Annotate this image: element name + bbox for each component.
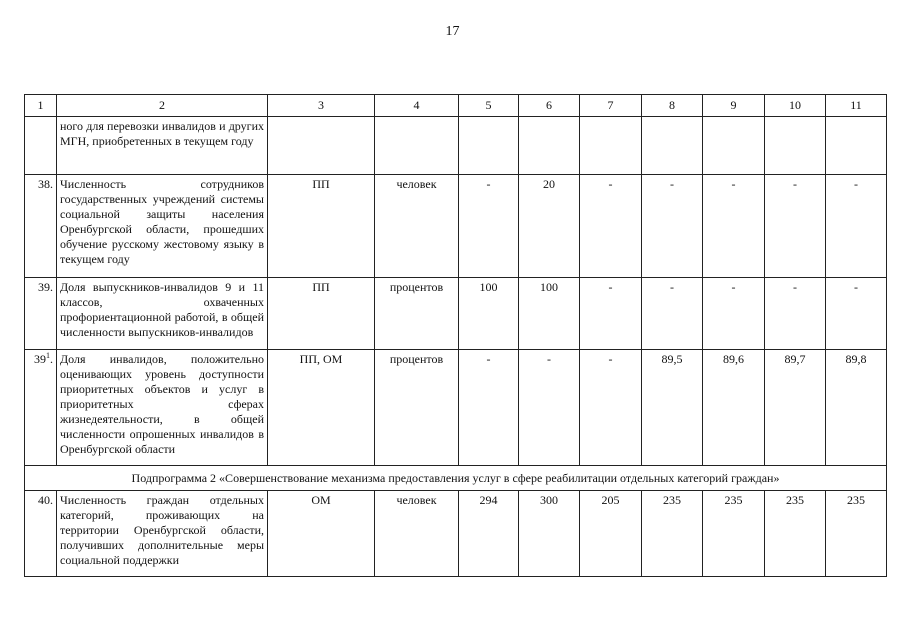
value-cell: - <box>459 350 519 466</box>
value-cell: 20 <box>519 175 580 278</box>
value-cell: 89,5 <box>642 350 703 466</box>
subprogram-row <box>25 466 887 491</box>
unit-cell <box>375 117 459 175</box>
row-number: $39^1$. <box>25 350 57 466</box>
column-header: 7 <box>580 95 642 117</box>
value-cell: - <box>459 175 519 278</box>
value-cell: - <box>580 278 642 350</box>
table-row <box>25 117 887 175</box>
value-cell: 294 <box>459 491 519 577</box>
source-cell: ПП <box>268 278 375 350</box>
value-cell: - <box>765 175 826 278</box>
value-cell: 300 <box>519 491 580 577</box>
unit-cell: процентов <box>375 278 459 350</box>
value-cell: - <box>703 175 765 278</box>
value-cell: 100 <box>519 278 580 350</box>
value-cell: 235 <box>703 491 765 577</box>
column-header: 9 <box>703 95 765 117</box>
row-number: 40. <box>25 491 57 577</box>
value-cell: - <box>580 175 642 278</box>
source-cell: ПП <box>268 175 375 278</box>
value-cell: 235 <box>642 491 703 577</box>
value-cell <box>765 117 826 175</box>
page-number: 17 <box>445 24 460 39</box>
unit-cell: процентов <box>375 350 459 466</box>
row-number-superscript: 1 <box>46 351 50 360</box>
table-row <box>25 278 887 350</box>
value-cell <box>519 117 580 175</box>
source-cell <box>268 117 375 175</box>
column-header: 5 <box>459 95 519 117</box>
source-cell: ПП, ОМ <box>268 350 375 466</box>
value-cell: - <box>765 278 826 350</box>
row-number: 38. <box>25 175 57 278</box>
unit-cell: человек <box>375 491 459 577</box>
value-cell: - <box>519 350 580 466</box>
indicators-table <box>24 94 887 577</box>
source-cell: ОМ <box>268 491 375 577</box>
column-header: 3 <box>268 95 375 117</box>
indicator-description: Доля выпускников-инвалидов 9 и 11 классов, охваченных профориентационной работой, в общей численности выпускников-инвалидов <box>57 278 268 350</box>
subprogram-title: Подпрограмма 2 «Совершенствование механизма предоставления услуг в сфере реабилитации отдельных категорий граждан» <box>25 466 887 491</box>
table-row <box>25 491 887 577</box>
value-cell <box>826 117 887 175</box>
value-cell: 89,7 <box>765 350 826 466</box>
column-header: 4 <box>375 95 459 117</box>
column-header: 8 <box>642 95 703 117</box>
value-cell: 89,8 <box>826 350 887 466</box>
value-cell <box>642 117 703 175</box>
value-cell <box>580 117 642 175</box>
table-row <box>25 175 887 278</box>
value-cell: - <box>826 278 887 350</box>
header-row <box>25 95 887 117</box>
column-header: 6 <box>519 95 580 117</box>
value-cell <box>703 117 765 175</box>
value-cell: 205 <box>580 491 642 577</box>
row-number <box>25 117 57 175</box>
value-cell: - <box>703 278 765 350</box>
value-cell: 100 <box>459 278 519 350</box>
value-cell <box>459 117 519 175</box>
row-number: 39. <box>25 278 57 350</box>
value-cell: - <box>826 175 887 278</box>
value-cell: 235 <box>765 491 826 577</box>
column-header: 2 <box>57 95 268 117</box>
value-cell: - <box>642 278 703 350</box>
indicator-description: Доля инвалидов, положительно оценивающих уровень доступности приоритетных объектов и услуг в приоритетных сферах жизнедеятельности, в общей численности опрошенных инвалидов в Оренбургской области <box>57 350 268 466</box>
indicator-description: ного для перевозки инвалидов и других МГН, приобретенных в текущем году <box>57 117 268 175</box>
value-cell: - <box>642 175 703 278</box>
table-row <box>25 350 887 466</box>
unit-cell: человек <box>375 175 459 278</box>
column-header: 10 <box>765 95 826 117</box>
indicator-description: Численность сотрудников государственных учреждений системы социальной защиты населения Оренбургской области, прошедших обучение русскому жестовому языку в текущем году <box>57 175 268 278</box>
value-cell: 235 <box>826 491 887 577</box>
column-header: 1 <box>25 95 57 117</box>
value-cell: - <box>580 350 642 466</box>
column-header: 11 <box>826 95 887 117</box>
indicator-description: Численность граждан отдельных категорий, проживающих на территории Оренбургской области, получивших дополнительные меры социальной поддержки <box>57 491 268 577</box>
value-cell: 89,6 <box>703 350 765 466</box>
